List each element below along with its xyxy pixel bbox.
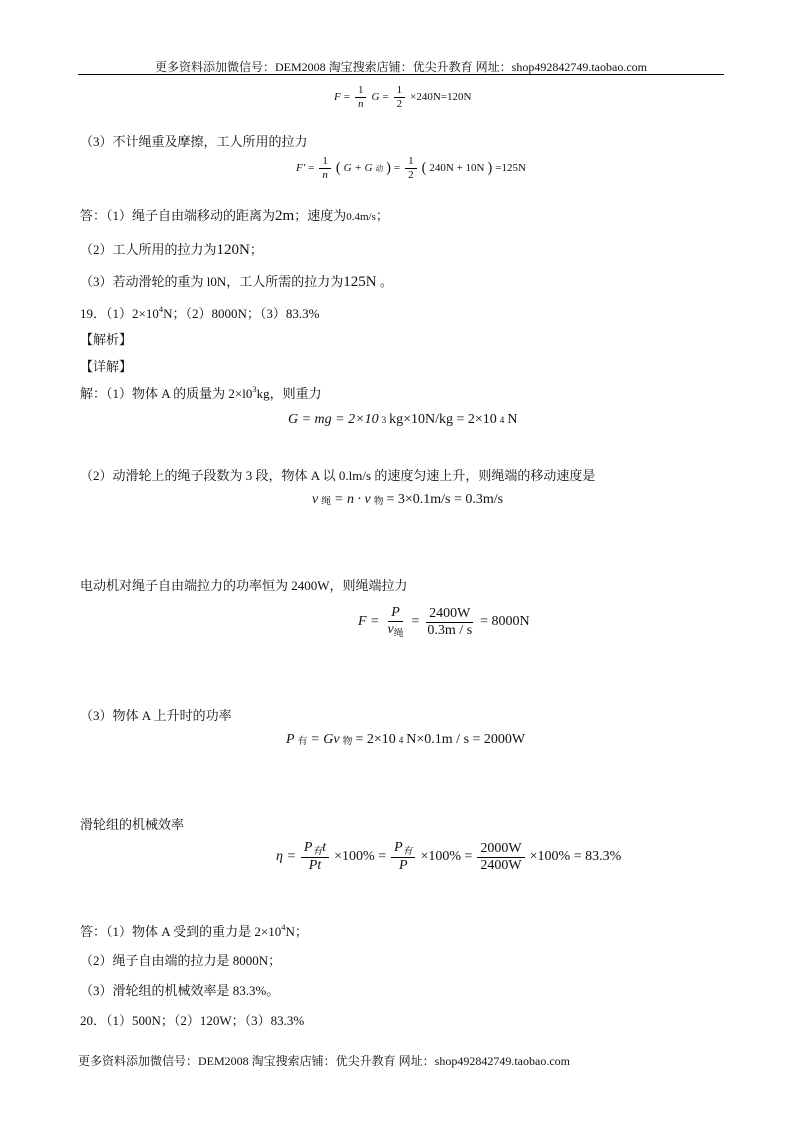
eta-fraction-3: $\frac{2000W}{2400W}$ bbox=[477, 841, 524, 874]
eq1-g: G bbox=[371, 91, 380, 104]
page-header: 更多资料添加微信号：DEM2008 淘宝搜索店铺：优尖升教育 网址：shop492842749.taobao.com bbox=[155, 60, 647, 74]
eta-fraction-2: $\frac{P_有}{P}$ bbox=[391, 840, 415, 874]
answer-18-2: （2）工人所用的拉力为120N； bbox=[80, 242, 263, 258]
eq2-inner2: 240N + 10N bbox=[429, 162, 485, 175]
eq1-result: ×240N=120N bbox=[410, 91, 472, 104]
eq2-fraction-1n: $\frac{1}{n}$ bbox=[319, 155, 331, 181]
equation-efficiency: η = $\frac{P_有t}{Pt}$ ×100% = $\frac{P_有}{P}$ ×100% = $\frac{2000W}{2400W}$ ×100% = 83.3% bbox=[276, 840, 622, 874]
answer-18-1: 答：（1）绳子自由端移动的距离为2m；速度为0.4m/s； bbox=[80, 208, 389, 224]
equation-pull-force: F = $\frac{1}{n}$ G = $\frac{1}{2}$ ×240N=120N bbox=[334, 84, 472, 110]
equation-pull-force-2: F′ = $\frac{1}{n}$ ( G + G 动 ) = $\frac{1}{2}$ ( 240N + 10N ) =125N bbox=[296, 155, 526, 181]
question-20-title: 20．（1）500N；（2）120W；（3）83.3% bbox=[80, 1013, 305, 1028]
solution-step-1: 解：（1）物体 A 的质量为 $2\times l0^3kg$，则重力 bbox=[80, 384, 322, 401]
question-19-title: 19．$(1)2\times 10^4N$；（2）8000N；（3）83.3% bbox=[80, 304, 320, 321]
section-jiexi: 【解析】 bbox=[80, 332, 133, 347]
eq1-fraction-1n: $\frac{1}{n}$ bbox=[355, 84, 367, 110]
eq2-fraction-half: $\frac{1}{2}$ bbox=[405, 155, 417, 181]
equation-rope-force: F = $\frac{P}{v_绳}$ = $\frac{2400W}{0.3m / s}$ = 8000N bbox=[358, 605, 530, 640]
eq-f-fraction-pv: $\frac{P}{v_绳}$ bbox=[387, 605, 404, 640]
answer-18-3: （3）若动滑轮的重为 l0N，工人所需的拉力为125N 。 bbox=[80, 274, 393, 290]
eq-f-fraction-values: $\frac{2400W}{0.3m / s}$ bbox=[427, 605, 473, 638]
section-xiangjie: 【详解】 bbox=[80, 359, 133, 374]
eq2-lhs: F′ bbox=[296, 162, 306, 175]
solution-step-2: （2）动滑轮上的绳子段数为 3 段，物体 A 以 0.lm/s 的速度匀速上升，则绳端的移动速度是 bbox=[80, 468, 596, 483]
answer-19-3: （3）滑轮组的机械效率是 83.3%。 bbox=[80, 983, 280, 998]
answer-19-2: （2）绳子自由端的拉力是 8000N； bbox=[80, 953, 282, 968]
solution-step-5: 滑轮组的机械效率 bbox=[80, 817, 185, 832]
eta-fraction-1: $\frac{P_有t}{Pt}$ bbox=[301, 840, 329, 874]
eq1-fraction-half: $\frac{1}{2}$ bbox=[394, 84, 406, 110]
page-footer: 更多资料添加微信号：DEM2008 淘宝搜索店铺：优尖升教育 网址：shop492842749.taobao.com bbox=[78, 1054, 570, 1068]
eq2-result: =125N bbox=[495, 162, 526, 175]
text-line-3a: （3）不计绳重及摩擦，工人所用的拉力 bbox=[80, 134, 308, 149]
solution-step-4: （3）物体 A 上升时的功率 bbox=[80, 708, 232, 723]
equation-gravity: G = mg = 2×10 3 kg×10N/kg = 2×10 4 N bbox=[288, 412, 518, 427]
equation-rope-velocity: v 绳 = n · v 物 = 3×0.1m/s = 0.3m/s bbox=[312, 492, 504, 507]
eq1-lhs: F bbox=[334, 91, 341, 104]
solution-step-3: 电动机对绳子自由端拉力的功率恒为 2400W，则绳端拉力 bbox=[80, 578, 408, 593]
answer-19-1: 答：（1）物体 A 受到的重力是 $2\times 10^4N$； bbox=[80, 922, 308, 939]
equation-useful-power: P 有 = Gv 物 = 2×10 4 N×0.1m / s = 2000W bbox=[286, 732, 526, 747]
header-divider bbox=[78, 74, 724, 75]
eq2-inner: G + G bbox=[343, 162, 373, 175]
